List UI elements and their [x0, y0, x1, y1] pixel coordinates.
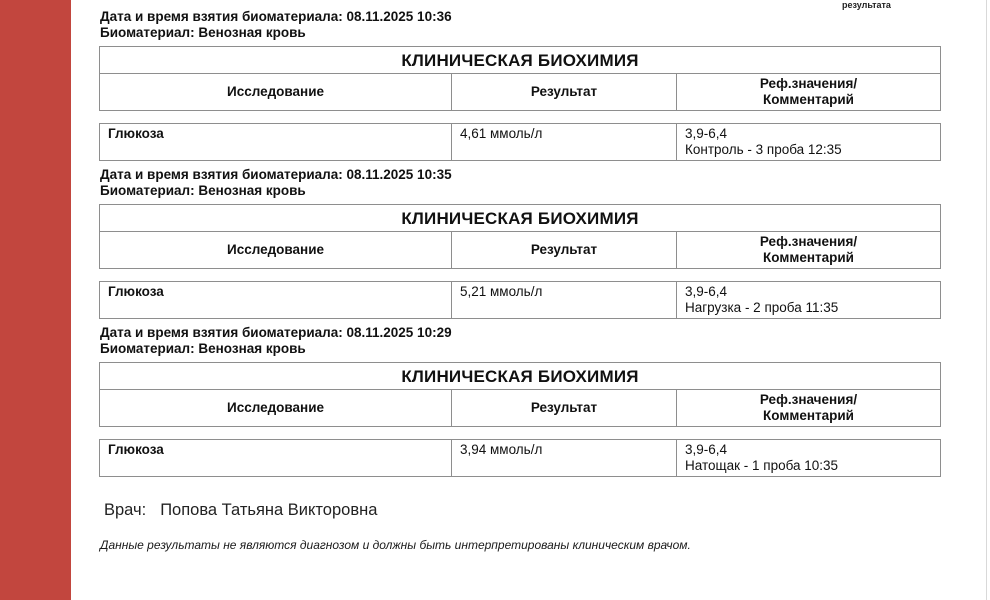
- column-header-investigation: Исследование: [100, 390, 452, 426]
- sample-datetime-line: Дата и время взятия биоматериала: 08.11.2025 10:29: [100, 325, 452, 340]
- biochemistry-table-header: [99, 46, 941, 111]
- biomaterial-line: Биоматериал: Венозная кровь: [100, 341, 306, 356]
- column-header-reference: [677, 74, 940, 110]
- ref-header-line2: Комментарий: [763, 92, 854, 107]
- biomaterial-line: Биоматериал: Венозная кровь: [100, 25, 306, 40]
- cell-reference: [677, 440, 940, 476]
- table-row: [99, 123, 941, 161]
- ref-range: 3,9-6,4: [685, 284, 728, 299]
- ref-comment: Натощак - 1 проба 10:35: [685, 458, 839, 473]
- column-header-investigation: Исследование: [100, 232, 452, 268]
- column-header-reference: [677, 232, 940, 268]
- cell-reference: [677, 282, 940, 318]
- table-header-row: [100, 390, 940, 426]
- cell-test-name: Глюкоза: [100, 440, 452, 476]
- ref-header-line2: Комментарий: [763, 408, 854, 423]
- cell-result: 3,94 ммоль/л: [452, 440, 677, 476]
- ref-range: 3,9-6,4: [685, 442, 728, 457]
- sample-datetime-line: Дата и время взятия биоматериала: 08.11.2025 10:36: [100, 9, 452, 24]
- cell-reference: [677, 124, 940, 160]
- table-title: КЛИНИЧЕСКАЯ БИОХИМИЯ: [100, 363, 940, 390]
- table-header-row: [100, 74, 940, 110]
- table-row: [99, 439, 941, 477]
- column-header-result: Результат: [452, 232, 677, 268]
- ref-header-line2: Комментарий: [763, 250, 854, 265]
- ref-comment: Контроль - 3 проба 12:35: [685, 142, 842, 157]
- ref-header-line1: Реф.значения/: [759, 234, 858, 249]
- page-right-edge-line: [986, 0, 987, 600]
- column-header-investigation: Исследование: [100, 74, 452, 110]
- left-margin-accent-bar: [0, 0, 71, 600]
- cell-result: 5,21 ммоль/л: [452, 282, 677, 318]
- biochemistry-table-header: [99, 204, 941, 269]
- ref-range: 3,9-6,4: [685, 126, 728, 141]
- sample-datetime-line: Дата и время взятия биоматериала: 08.11.2025 10:35: [100, 167, 452, 182]
- biochemistry-table-header: [99, 362, 941, 427]
- doctor-label: Врач:: [104, 501, 147, 519]
- cell-test-name: Глюкоза: [100, 282, 452, 318]
- ref-header-line1: Реф.значения/: [759, 392, 858, 407]
- cell-test-name: Глюкоза: [100, 124, 452, 160]
- result-section-2: [99, 167, 941, 323]
- table-header-row: [100, 232, 940, 268]
- column-header-result: Результат: [452, 74, 677, 110]
- column-header-reference: [677, 390, 940, 426]
- doctor-signature-line: [104, 501, 377, 520]
- table-title: КЛИНИЧЕСКАЯ БИОХИМИЯ: [100, 205, 940, 232]
- result-section-3: [99, 325, 941, 481]
- disclaimer-text: Данные результаты не являются диагнозом и должны быть интерпретированы клиническим врачом.: [100, 538, 691, 552]
- result-section-1: [99, 9, 941, 165]
- biomaterial-line: Биоматериал: Венозная кровь: [100, 183, 306, 198]
- cell-result: 4,61 ммоль/л: [452, 124, 677, 160]
- table-row: [99, 281, 941, 319]
- ref-header-line1: Реф.значения/: [759, 76, 858, 91]
- table-title: КЛИНИЧЕСКАЯ БИОХИМИЯ: [100, 47, 940, 74]
- cropped-header-text: результата: [842, 0, 891, 10]
- column-header-result: Результат: [452, 390, 677, 426]
- ref-comment: Нагрузка - 2 проба 11:35: [685, 300, 839, 315]
- doctor-name: Попова Татьяна Викторовна: [160, 501, 378, 519]
